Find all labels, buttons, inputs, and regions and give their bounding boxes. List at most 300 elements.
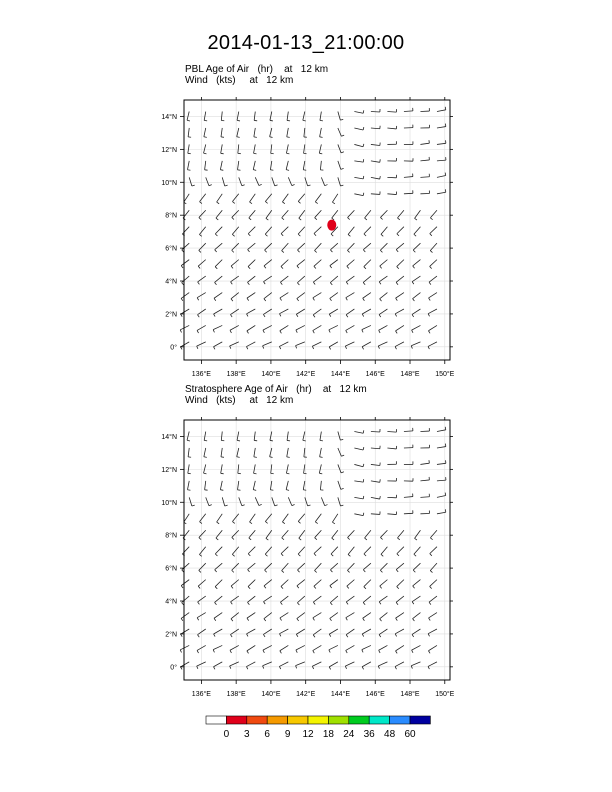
panel1-wind-barb <box>248 227 255 236</box>
panel2-wind-barb <box>363 596 371 605</box>
panel1-wind-barb <box>280 325 288 333</box>
panel1-wind-barb <box>428 309 437 316</box>
panel1-y-tick-label: 6°N <box>165 245 177 253</box>
panel2-wind-barb <box>279 662 288 669</box>
panel2-wind-barb <box>380 563 387 572</box>
panel2-wind-barb <box>296 662 305 669</box>
panel1-wind-barb <box>313 276 321 284</box>
panel1-wind-barb <box>354 127 363 130</box>
panel2-wind-barb <box>381 547 387 557</box>
panel2-wind-barb <box>205 481 208 490</box>
panel2-wind-barb <box>182 563 189 572</box>
panel2-wind-barb <box>354 496 363 499</box>
panel2-wind-barb <box>263 662 272 669</box>
panel2-wind-barb <box>314 580 321 589</box>
panel2-wind-barb <box>230 645 239 652</box>
colorbar-label: 0 <box>223 729 230 740</box>
panel1-wind-barb <box>247 309 256 316</box>
panel2-wind-barb <box>263 596 271 604</box>
panel1-wind-barb <box>380 260 388 269</box>
panel1-wind-barb <box>338 128 344 136</box>
panel2-wind-barb <box>371 479 380 482</box>
panel2-wind-barb <box>222 497 227 506</box>
panel1-wind-barb <box>430 227 437 236</box>
panel1-y-tick-label: 2°N <box>165 311 177 319</box>
panel2-wind-barb <box>364 547 371 556</box>
panel2-wind-barb <box>312 662 321 669</box>
panel2-wind-barb <box>380 530 387 539</box>
panel2-wind-barb <box>231 580 239 589</box>
panel1-wind-barb <box>380 210 387 219</box>
panel2-wind-barb <box>180 645 189 652</box>
panel1-wind-barb <box>296 325 305 332</box>
panel1-wind-label: Wind (kts) at 12 km <box>185 75 294 86</box>
panel1-wind-barb <box>404 158 413 161</box>
panel2-wind-barb <box>247 645 255 653</box>
panel1-wind-barb <box>200 194 206 204</box>
panel2-wind-barb <box>231 613 239 622</box>
panel2-wind-barb <box>215 563 223 572</box>
panel1-wind-barb <box>297 276 304 285</box>
panel1-wind-barb <box>345 342 354 349</box>
panel1-wind-barb <box>213 342 222 349</box>
panel2-wind-barb <box>320 448 323 457</box>
panel1-wind-barb <box>181 260 189 268</box>
panel1-wind-barb <box>198 260 206 269</box>
panel2-wind-barb <box>404 461 413 464</box>
colorbar-box <box>288 716 308 724</box>
panel1-wind-barb <box>429 293 437 301</box>
panel1-wind-barb <box>330 293 338 301</box>
panel1-wind-barb <box>354 159 363 162</box>
panel1-wind-barb <box>189 177 195 186</box>
panel2-wind-barb <box>379 645 388 652</box>
panel1-wind-barb <box>237 128 240 137</box>
panel1-wind-barb <box>215 276 223 285</box>
panel1-wind-barb <box>346 309 354 317</box>
panel1-wind-barb <box>279 309 288 316</box>
colorbar-box <box>308 716 328 724</box>
panel2-y-tick-label: 8°N <box>165 532 177 540</box>
panel2-wind-barb <box>232 530 239 539</box>
panel1-wind-barb <box>313 309 321 317</box>
panel1-wind-barb <box>413 293 421 302</box>
panel1-wind-barb <box>404 190 413 193</box>
panel2-wind-barb <box>200 514 206 524</box>
panel2-wind-barb <box>387 461 396 464</box>
panel1-wind-barb <box>379 325 388 332</box>
panel2-x-tick-label: 136°E <box>191 691 211 698</box>
panel2-wind-barb <box>296 645 305 652</box>
panel2-wind-barb <box>429 596 437 605</box>
panel1-wind-barb <box>320 161 323 170</box>
panel2-wind-barb <box>364 580 371 589</box>
panel2-wind-barb <box>221 432 224 441</box>
panel2-wind-barb <box>346 613 355 621</box>
panel1-wind-barb <box>220 161 223 170</box>
panel2-x-tick-label: 150°E <box>435 691 455 698</box>
panel2-wind-barb <box>371 463 380 466</box>
panel1-wind-barb <box>238 161 241 170</box>
panel2-wind-barb <box>320 481 323 490</box>
panel2-wind-barb <box>396 563 404 572</box>
colorbar-box <box>349 716 369 724</box>
panel2-wind-barb <box>181 580 189 588</box>
panel1-wind-barb <box>320 128 323 137</box>
panel1-wind-barb <box>247 276 255 285</box>
panel2-wind-barb <box>297 580 305 589</box>
panel1-x-tick-label: 148°E <box>400 371 420 378</box>
panel2-wind-barb <box>189 497 195 506</box>
panel2-wind-barb <box>396 613 404 621</box>
panel1-wind-barb <box>298 194 305 204</box>
panel1-wind-barb <box>420 140 429 144</box>
panel1-wind-barb <box>371 159 380 162</box>
panel1-wind-barb <box>329 342 338 350</box>
panel1-wind-barb <box>381 227 387 237</box>
panel1-wind-barb <box>205 161 208 170</box>
panel2-x-tick-label: 138°E <box>226 691 246 698</box>
panel1-wind-barb <box>362 342 371 349</box>
panel2-wind-barb <box>430 547 437 556</box>
panel2-wind-barb <box>354 430 363 433</box>
panel1-wind-barb <box>396 293 404 301</box>
panel1-variable-label: PBL Age of Air (hr) at 12 km <box>185 64 329 75</box>
panel1-wind-barb <box>314 260 321 269</box>
panel2-wind-barb <box>338 448 344 456</box>
panel2-wind-barb <box>287 448 290 457</box>
panel2-wind-barb <box>232 563 239 572</box>
panel1-wind-barb <box>348 227 354 237</box>
panel2-wind-barb <box>412 645 421 652</box>
panel2-wind-barb <box>247 596 255 605</box>
panel2-wind-barb <box>313 596 321 604</box>
panel1-wind-barb <box>387 192 396 195</box>
panel2-wind-barb <box>298 514 305 524</box>
panel1-wind-barb <box>387 158 396 161</box>
panel2-wind-barb <box>437 427 446 432</box>
panel1-wind-barb <box>412 276 420 284</box>
panel1-y-tick-label: 0° <box>170 344 177 352</box>
colorbar-label: 18 <box>322 729 334 740</box>
panel1-wind-barb <box>199 227 205 237</box>
panel1-wind-barb <box>217 194 223 204</box>
panel1-wind-barb <box>437 107 446 112</box>
panel1-wind-barb <box>329 325 338 332</box>
panel2-wind-barb <box>247 613 255 621</box>
panel1-wind-barb <box>420 125 429 128</box>
panel2-wind-barb <box>345 662 354 669</box>
panel2-wind-barb <box>254 448 257 457</box>
panel1-wind-barb <box>387 175 396 178</box>
panel1-wind-barb <box>222 177 227 186</box>
panel1-wind-barb <box>253 161 256 170</box>
panel1-wind-barb <box>364 227 371 236</box>
panel2-wind-barb <box>347 563 354 572</box>
panel2-wind-barb <box>362 629 371 637</box>
panel1-wind-barb <box>354 176 363 179</box>
panel1-wind-barb <box>204 128 207 137</box>
panel2-wind-barb <box>213 662 222 669</box>
panel2-wind-barb <box>338 464 344 472</box>
panel2-wind-barb <box>255 497 261 505</box>
panel2-y-tick-label: 6°N <box>165 565 177 573</box>
panel2-wind-barb <box>404 494 413 498</box>
panel2-wind-barb <box>288 497 294 505</box>
panel1-wind-barb <box>396 325 404 333</box>
panel1-wind-barb <box>362 309 371 317</box>
panel2-wind-barb <box>230 629 238 637</box>
panel2-wind-barb <box>346 645 355 653</box>
panel2-wind-barb <box>247 629 256 636</box>
panel1-wind-barb <box>199 243 206 252</box>
panel1-wind-barb <box>248 243 256 252</box>
panel2-wind-barb <box>429 613 437 621</box>
panel1-wind-barb <box>315 194 321 204</box>
panel2-wind-barb <box>380 613 388 622</box>
panel2-wind-barb <box>263 645 272 652</box>
panel1-x-tick-label: 146°E <box>365 371 385 378</box>
panel1-wind-barb <box>298 227 305 236</box>
panel2-wind-barb <box>298 563 305 572</box>
panel2-wind-barb <box>387 512 396 515</box>
panel1-wind-barb <box>397 227 404 236</box>
panel2-wind-barb <box>379 629 387 637</box>
panel1-wind-barb <box>184 194 189 204</box>
panel1-wind-barb <box>232 243 239 252</box>
panel1-pbl-marker <box>327 220 336 231</box>
panel1-wind-barb <box>314 227 321 236</box>
panel2-wind-barb <box>330 613 338 621</box>
panel2-wind-barb <box>214 629 223 637</box>
panel2-wind-barb <box>354 447 363 450</box>
panel2-y-tick-label: 12°N <box>161 466 177 474</box>
panel2-wind-barb <box>330 596 338 605</box>
panel1-wind-barb <box>213 325 222 332</box>
panel2-wind-barb <box>379 596 387 604</box>
panel2-wind-barb <box>181 662 190 670</box>
panel2-wind-barb <box>420 428 429 431</box>
panel1-wind-barb <box>428 325 436 333</box>
panel2-wind-barb <box>198 580 206 589</box>
colorbar-label: 36 <box>363 729 375 740</box>
panel1-wind-barb <box>428 342 437 349</box>
panel2-wind-barb <box>420 510 429 513</box>
panel2-wind-barb <box>412 629 420 637</box>
panel1-y-tick-label: 4°N <box>165 278 177 286</box>
panel1-wind-barb <box>396 276 404 285</box>
panel1-wind-barb <box>214 293 222 301</box>
panel1-wind-barb <box>263 342 272 349</box>
panel2-wind-barb <box>404 428 413 432</box>
panel1-wind-barb <box>286 161 289 170</box>
panel2-wind-barb <box>396 596 404 605</box>
panel1-x-tick-label: 150°E <box>435 371 455 378</box>
panel2-wind-barb <box>363 563 371 572</box>
panel1-wind-barb <box>230 309 238 317</box>
panel1-wind-barb <box>247 325 255 333</box>
panel1-wind-barb <box>231 293 239 302</box>
colorbar-box <box>328 716 348 724</box>
panel1-wind-barb <box>354 193 363 196</box>
panel2-wind-barb <box>314 547 321 556</box>
panel1-wind-barb <box>272 177 278 186</box>
panel2-wind-barb <box>354 464 363 467</box>
panel2-wind-barb <box>253 481 256 490</box>
panel1-y-tick-label: 10°N <box>161 179 177 187</box>
colorbar-box <box>410 716 430 724</box>
panel2-wind-barb <box>232 514 238 524</box>
panel1-wind-barb <box>221 112 224 121</box>
panel1-wind-barb <box>330 243 337 252</box>
panel2-wind-barb <box>298 547 305 556</box>
panel2-wind-barb <box>286 481 289 490</box>
panel2-wind-barb <box>263 629 271 637</box>
colorbar-box <box>390 716 410 724</box>
plot-title: 2014-01-13_21:00:00 <box>207 32 405 54</box>
panel2-wind-barb <box>420 460 429 464</box>
panel2-wind-barb <box>395 662 404 669</box>
colorbar-box <box>369 716 389 724</box>
panel2-wind-barb <box>230 662 239 669</box>
panel2-wind-barb <box>348 547 354 557</box>
panel2-wind-barb <box>396 645 404 653</box>
panel2-wind-barb <box>264 613 272 622</box>
panel1-wind-barb <box>354 110 363 113</box>
panel1-wind-barb <box>287 128 290 137</box>
panel1-wind-barb <box>231 260 239 269</box>
panel1-wind-barb <box>380 293 388 302</box>
panel1-x-tick-label: 140°E <box>261 371 281 378</box>
panel2-wind-barb <box>282 514 288 524</box>
panel1-wind-barb <box>313 293 321 301</box>
panel2-wind-barb <box>362 662 371 669</box>
colorbar-label: 60 <box>404 729 416 740</box>
panel1-wind-barb <box>346 293 355 301</box>
panel2-wind-barb <box>428 645 436 653</box>
panel1-wind-barb <box>430 260 437 269</box>
panel2-wind-barb <box>395 629 404 636</box>
panel1-wind-barb <box>246 342 255 349</box>
panel2-wind-barb <box>281 580 288 589</box>
panel1-wind-barb <box>420 174 429 178</box>
panel2-x-tick-label: 146°E <box>365 691 385 698</box>
panel1-wind-barb <box>296 342 305 349</box>
panel1-x-tick-label: 144°E <box>330 371 351 378</box>
panel1-wind-barb <box>379 276 387 284</box>
panel2-wind-barb <box>297 596 304 605</box>
panel1-wind-barb <box>404 174 413 178</box>
panel1-wind-barb <box>232 194 238 204</box>
colorbar-label: 6 <box>264 729 270 740</box>
panel1-wind-barb <box>420 190 429 193</box>
panel2-wind-barb <box>304 448 307 457</box>
panel2-wind-barb <box>362 645 371 652</box>
panel1-wind-barb <box>215 243 223 252</box>
colorbar-label: 3 <box>244 729 250 740</box>
panel2-x-tick-label: 148°E <box>400 691 420 698</box>
panel1-wind-barb <box>387 109 396 112</box>
panel1-wind-barb <box>181 309 190 317</box>
panel1-wind-barb <box>279 342 288 349</box>
panel2-wind-barb <box>182 547 189 556</box>
panel2-wind-barb <box>187 481 190 490</box>
colorbar-box <box>267 716 287 724</box>
panel2-wind-barb <box>354 513 363 516</box>
panel2-wind-barb <box>430 580 437 589</box>
panel2-wind-barb <box>420 477 429 481</box>
panel2-wind-barb <box>413 613 421 622</box>
panel1-wind-barb <box>247 293 255 301</box>
panel2-y-tick-label: 14°N <box>161 433 177 441</box>
panel2-wind-barb <box>188 448 191 457</box>
panel2-wind-barb <box>238 481 241 490</box>
panel1-wind-barb <box>363 293 371 301</box>
panel1-wind-barb <box>281 227 288 236</box>
panel1-wind-barb <box>380 243 387 252</box>
panel2-wind-barb <box>182 596 190 605</box>
panel2-wind-barb <box>332 514 337 524</box>
panel2-wind-barb <box>404 478 413 481</box>
panel1-wind-barb <box>338 144 344 152</box>
panel1-wind-barb <box>411 342 420 349</box>
panel1-x-tick-label: 142°E <box>296 371 316 378</box>
panel1-y-tick-label: 8°N <box>165 212 177 220</box>
panel1-wind-barb <box>304 128 307 137</box>
panel1-wind-barb <box>396 243 404 252</box>
panel1-wind-barb <box>182 243 189 252</box>
panel1-wind-barb <box>250 194 256 204</box>
panel2-wind-barb <box>363 613 371 621</box>
panel2-wind-barb <box>330 563 337 572</box>
panel2-wind-barb <box>413 563 420 572</box>
panel2-wind-barb <box>404 510 413 513</box>
panel2-wind-barb <box>420 445 429 448</box>
panel2-wind-barb <box>380 580 388 589</box>
panel1-x-tick-label: 136°E <box>191 371 211 378</box>
panel2-wind-barb <box>199 563 206 572</box>
panel2-wind-barb <box>215 596 223 605</box>
panel2-wind-barb <box>181 629 190 637</box>
panel1-wind-barb <box>378 342 387 349</box>
panel1-wind-barb <box>188 128 191 137</box>
panel1-wind-barb <box>387 126 396 129</box>
panel2-wind-barb <box>378 662 387 669</box>
panel2-wind-barb <box>250 514 256 524</box>
panel1-wind-barb <box>330 260 338 268</box>
panel1-wind-barb <box>263 309 271 317</box>
panel1-wind-barb <box>413 243 420 252</box>
panel1-wind-barb <box>395 342 404 349</box>
panel1-y-tick-label: 12°N <box>161 146 177 154</box>
panel2-wind-barb <box>279 629 288 636</box>
panel2-wind-label: Wind (kts) at 12 km <box>185 395 294 406</box>
colorbar-box <box>226 716 246 724</box>
panel1-wind-barb <box>413 260 421 269</box>
panel2-wind-barb <box>428 629 437 636</box>
panel2-y-tick-label: 2°N <box>165 631 177 639</box>
panel1-wind-barb <box>347 260 355 269</box>
panel2-wind-barb <box>237 448 240 457</box>
panel1-wind-barb <box>437 173 446 178</box>
panel1-wind-barb <box>232 210 239 219</box>
panel2-y-tick-label: 10°N <box>161 499 177 507</box>
panel2-wind-barb <box>215 580 222 589</box>
panel2-wind-barb <box>404 445 413 448</box>
panel2-wind-barb <box>221 448 224 457</box>
panel2-wind-barb <box>206 497 212 505</box>
panel2-wind-barb <box>354 479 363 482</box>
